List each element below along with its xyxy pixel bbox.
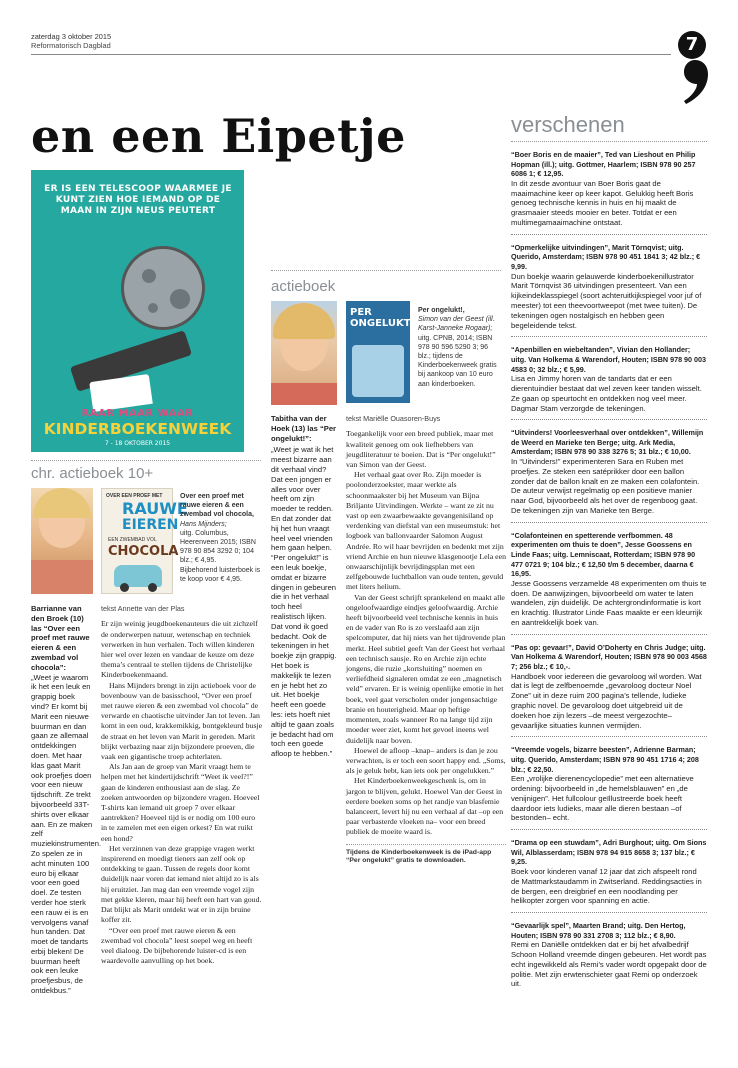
chr-reviewer-text: „Weet je waarom ik het een leuk en grappig boek vind? Er komt bij Marit een nieuwe buurman en dan gaan ze allemaal ontdekkingen doen. Met haar klas gaat Marit ook proefjes doen voor een nieuw tijdschrift. Ze trekt bijvoorbeeld 33T-shirts over elkaar aan. En ze maken zelf muziekinstrumenten. Zo spelen ze in acht minuten 100 euro bij elkaar voor een goed doel. Ze testen verder hoe sterk een rauw ei is en vervolgens vanaf hun tanden. Dat moet de tandarts erbij bleken! De buurman heeft ook een leuke proefjesbus, de ontdekbus.” — [31, 672, 102, 996]
verschenen-separator — [511, 634, 707, 635]
verschenen-entry — [511, 243, 707, 338]
verschenen-entry — [511, 150, 707, 235]
balloon-illustration — [352, 345, 404, 397]
verschenen-list — [511, 150, 707, 1060]
reviewer-photo-barrianne — [31, 488, 93, 594]
masthead — [31, 32, 111, 51]
poster-dates: 7 - 18 OKTOBER 2015 — [104, 440, 171, 447]
comma-logo-icon — [682, 60, 708, 104]
actie-article-p4: Hoewel de afloop –knap– anders is dan je zou verwachten, is er toch een soort happy end. „Soms, als je geluk hebt, kan iets ook per ongelukken.” — [346, 745, 506, 776]
book-cover-rauwe-eieren: OVER EEN PROEF MET RAUWE EIEREN EEN ZWEMBAD VOL CHOCOLA — [101, 488, 173, 594]
verschenen-entry — [511, 643, 707, 738]
poster-speech-bubble: ER IS EEN TELESCOOP WAARMEE JE KUNT ZIEN HOE IEMAND OP DE MAAN IN ZIJN NEUS PEUTERT — [44, 184, 232, 216]
issue-date: zaterdag 3 oktober 2015 — [31, 32, 112, 41]
verschenen-entry — [511, 838, 707, 913]
verschenen-entry-text: In dit zesde avontuur van Boer Boris gaat de maaimachine keer op keer kapot. Gelukkig heeft Boris genoeg technische kennis in huis en hij maakt de grasmaaier steeds mooier en beter. Totdat er een multimegamaaimachine ontstaat. — [511, 178, 694, 227]
verschenen-entry-head: “Opmerkelijke uitvindingen”, Marit Törnqvist; uitg. Querido, Amsterdam; ISBN 978 90 451 1841 3; 42 blz.; € 9,99. — [511, 242, 701, 271]
verschenen-entry-head: “Pas op: gevaar!”, David O’Doherty en Chris Judge; uitg. Van Holkema & Warendorf, Houten; ISBN 978 90 003 4568 7; 256 blz.; € 10,-. — [511, 642, 707, 671]
chr-byline: tekst Annette van der Plas — [101, 604, 185, 613]
verschenen-entry-head: “Gevaarlijk spel”, Maarten Brand; uitg. Den Hertog, Houten; ISBN 978 90 331 2708 3; 112 blz.; € 8,90. — [511, 921, 686, 940]
poster-title: KINDERBOEKENWEEK — [43, 420, 232, 438]
chr-kicker: chr. actieboek 10+ — [31, 465, 154, 482]
verschenen-entry-text: Jesse Goossens verzamelde 48 experimenten om thuis te doen. De aanwijzingen, bijvoorbeeld om water te laten wandelen, zijn duidelijk. De achtergrondinformatie is kort en krachtig. Illustrator Linde Faas maakte er een kleurrijk en aantrekkelijk boek van. — [511, 578, 707, 628]
verschenen-separator — [511, 234, 707, 235]
verschenen-entry-text: Remi en Daniëlle ontdekken dat er bij het afvalbedrijf Schoon Holland vreemde dingen gebeuren. Het wordt pas echt ingewikkeld als Remi’s vader wordt opgepakt door de politie. Met zijn erwtenschieter gaat Remi op onderzoek uit. — [511, 940, 707, 989]
actie-book-info: Per ongelukt!, Simon van der Geest (ill. Karst-Janneke Rogaar); uitg. CPNB, 2014; ISBN 978 90 596 5290 3; 96 blz.; tijdens de Kinderboekenweek gratis bij aankoop van 10 euro aan kinderboeken. — [418, 307, 497, 388]
paper-name: Reformatorisch Dagblad — [31, 41, 111, 51]
chr-reviewer-column — [31, 604, 102, 996]
poster-tagline: RAAR MAAR WAAR — [81, 408, 194, 419]
verschenen-entry-head: “Uitvinders! Voorleesverhaal over ontdekken”, Willemijn de Weerd en Marieke ten Berge; uitg. Ark Media, Amsterdam; ISBN 978 90 338 3276 5; 31 blz.; € 10,00. — [511, 428, 704, 457]
verschenen-entry — [511, 531, 707, 635]
actie-article-column — [346, 414, 506, 866]
verschenen-entry-head: “Drama op een stuwdam”, Adri Burghout; uitg. Om Sions Wil, Alblasserdam; ISBN 978 94 915 8658 3; 137 blz.; € 9,25. — [511, 838, 707, 867]
chr-article-p4: Het verzinnen van deze grappige vragen werkt inspirerend en moedigt tieners aan zelf ook op ontdekking te gaan. Tussen de regels door komt duidelijk naar voren dat iemand niet altijd zo is als hij eruitziet. Jan mag dan een vreemde vogel zijn met gekke kleren, maar hij heeft een hart van goud. Dat blijkt als Marit ontdekt wat er in zijn bruine koffer zit. — [101, 843, 262, 925]
masthead-rule — [31, 54, 671, 55]
verschenen-entry-text: Lisa en Jimmy horen van de tandarts dat er een dierentuindier bestaat dat wel zeven keer tanden wisselt. Ze gaan op speurtocht en ontdekken nog veel meer. Dagmar Stam verzorgde de tekeningen. — [511, 374, 702, 413]
actie-article-p2: Het verhaal gaat over Ro. Zijn moeder is poolonderzoekster, maar werkte als schoonmaakster bij het Museum van Bijna Briljante Uitvindingen. Werkte – want ze zit nu vast op een zwaarbewaakte gevangenisiland op verdenking van diefstal van een museumstuk: het logboek van ballonvaarder Salomon August Andrée. Ro wil haar bevrijden en bedenkt met zijn vriend Archie en hun nieuwe klasgenootje Lela een onwaarschijnlijk bevrijdingsplan met een zelfgebouwde luchtballon van oude tenten, gevuld met liters helium. — [346, 470, 506, 592]
chr-article-p5: “Over een proef met rauwe eieren & een zwembad vol chocola” leest soepel weg en heeft veel dialoog. De bijbehorende luister-cd is een waardevolle aanvulling op het boek. — [101, 925, 253, 966]
verschenen-entry — [511, 921, 707, 989]
verschenen-entry-text: Dun boekje waarin gelauwerde kinderboekenillustrator Marit Törnqvist 36 uitvindingen presenteert. Van een kijkeindeklasspiegel (soort achteruitkijkspiegel voor juf of meester) tot een theevoortweepot (met twee tuiten). De tekeningen ogen nostalgisch en hebben geen begeleidende tekst. — [511, 271, 702, 330]
actie-article-p1: Toegankelijk voor een breed publiek, maar met kwaliteit genoeg om ook liefhebbers van jeugdliteratuur te boeien. Dat is “Per ongelukt!” van Simon van der Geest. — [346, 429, 496, 470]
actie-reviewer-text: „Weet je wat ik het meest bizarre aan dit verhaal vind? Dat een jongen er alles voor over heeft om zijn moeder te redden. En dat zonder dat hij het hun vraagt heel veel vrienden hem gaan helpen. “Per ongelukt!” is een leuk boekje, omdat er bizarre dingen in gebeuren die in het verhaal toch heel realistisch lijken. Dat vond ik goed bedacht. Ook de tekeningen in het boekje zijn grappig. Het boek is makkelijk te lezen en je hebt het zo uit. Het boekje heeft een goede les: iets hoeft niet altijd te gaan zoals je bedacht had om toch een goede afloop te hebben.” — [271, 445, 337, 759]
actie-reviewer-name: Tabitha van der Hoek (13) las “Per ongelukt!”: — [271, 414, 336, 443]
actie-article-p3: Van der Geest schrijft sprankelend en maakt alle ongeloofwaardige eindjes geloofwaardig. Archie heeft bijvoorbeeld veel technische kennis in huis en de vader van Ro is zo verslaafd aan zijn spelcomputer, dat hij niets van het tijdrovende plan merkt. Heel subtiel geeft Van der Geest het verhaal een technisch sausje. Ro en Archie zijn echte jongens, die ruzie „kortsluiting” noemen en verliefdheid signaleren omdat ze een „magnetisch veld” ervaren. Er is weinig openlijke emotie in het boek, veel gaat verscholen onder jongensachtige branie en houterigheid. Maar op heftige momenten, zoals wanneer Ro na lange tijd zijn moeder weer ziet, komt het gevoel ineens wel duidelijk naar boven. — [346, 592, 506, 745]
reviewer-photo-tabitha — [271, 301, 337, 405]
verschenen-entry-head: “Vreemde vogels, bizarre beesten”, Adrienne Barman; uitg. Querido, Amsterdam; ISBN 978 90 451 1716 4; 208 blz.; € 22,50. — [511, 745, 699, 774]
verschenen-separator — [511, 336, 707, 337]
verschenen-entry-head: “Apenbillen en wiebeltanden”, Vivian den Hollander; uitg. Van Holkema & Warendorf, Houten; ISBN 978 90 003 4583 0; 32 blz.; € 5,99. — [511, 345, 707, 374]
verschenen-separator — [511, 912, 707, 913]
verschenen-entry-head: “Boer Boris en de maaier”, Ted van Lieshout en Philip Hopman (ill.); uitg. Gottmer, Haarlem; ISBN 978 90 257 6086 1; € 12,95. — [511, 150, 696, 179]
actie-footnote: Tijdens de Kinderboekenweek is de iPad-app “Per ongelukt” gratis te downloaden. — [346, 848, 492, 865]
kinderboekenweek-poster — [31, 170, 244, 452]
actie-byline: tekst Mariëlle Ouasoren-Buys — [346, 414, 441, 423]
chr-article-p2: Hans Mijnders brengt in zijn actieboek voor de bovenbouw van de basisschool, “Over een proef met rauwe eieren & een zwembad vol chocola” de verwarde en chaotische uitvinder Jan tot leven. Jan komt in een oud, krakkemikkig, bontgekleurd busje de straat en het leven van Marit in gereden. Marit blijkt verbazing naar zijn bijzondere proeven, die vaak een gigantische troep achterlaten. — [101, 680, 263, 762]
chr-book-info: Over een proef met rauwe eieren & een zwembad vol chocola, Hans Mijnders; uitg. Columbus, Heerenveen 2015; ISBN 978 90 854 3292 0; 104 blz.; € 4,95. Bijbehorend luisterboek is te koop voor € 4,95. — [180, 493, 261, 583]
verschenen-entry-text: In “Uitvinders!” experimenteren Sara en Ruben met proefjes. Ze steken een satéprikker door een ballon zonder dat de ballon knalt en ze maken een colafontein. De auteur verwijst regelmatig op een positieve manier naar God, bijvoorbeeld als het over de regenboog gaat. De tekeningen zijn van Marieke ten Berge. — [511, 457, 700, 516]
verschenen-entry-text: Handboek voor iedereen die gevaroloog wil worden. Wat dat is legt de zelfbenoemde „gevaroloog docteur Noel Zone” uit in deze ruim 200 pagina’s tellende, ludieke graphic novel. De gevaroloog doet uitgebreid uit de doeken hoe zijn lezers –de meest vergezochte– gevaarlijke situaties kunnen vermijden. — [511, 671, 702, 730]
verschenen-kicker: verschenen — [511, 112, 625, 137]
page-number-badge: 7 — [678, 31, 706, 59]
chr-reviewer-name: Barrianne van den Broek (10) las “Over een proef met rauwe eieren & een zwembad vol chocola”: — [31, 604, 90, 672]
actie-reviewer-column — [271, 414, 337, 759]
verschenen-separator — [511, 419, 707, 420]
verschenen-entry — [511, 745, 707, 830]
moon-illustration — [121, 246, 205, 330]
verschenen-rule — [511, 141, 707, 142]
actie-kicker: actieboek — [271, 278, 336, 295]
verschenen-separator — [511, 522, 707, 523]
chr-article-column — [101, 604, 263, 966]
chr-section-rule — [31, 460, 261, 461]
chr-article-p1: Er zijn weinig jeugdboekenauteurs die uit zichzelf de onderwerpen natuur, wetenschap en techniek verwerken in hun verhalen. Toch willen kinderen hier wel over lezen en vandaar de keuze om deze thema’s centraal te stellen tijdens de Christelijke Kinderboekenmaand. — [101, 619, 258, 680]
verschenen-entry-text: Een „vrolijke dierenencyclopedie” met een alternatieve ordening: bijvoorbeeld in „de hemelsblauwen” en „de venijnigen”. Het fullcolour geïllustreerde boek heeft daardoor iets ludieks, maar alle dieren bestaan –of bestonden– echt. — [511, 774, 694, 823]
verschenen-separator — [511, 736, 707, 737]
verschenen-entry-head: “Colafonteinen en spetterende verfbommen. 48 experimenten om thuis te doen”, Jesse Goossens en Linde Faas; uitg. Lemniscaat, Rotterdam; ISBN 978 90 477 0721 9; 104 blz.; € 12,50 t/m 5 december, daarna € 16,95. — [511, 530, 696, 579]
actie-section-rule — [271, 270, 501, 271]
verschenen-separator — [511, 829, 707, 830]
actie-article-p5: Het Kinderboekenweekgeschenk is, om in jargon te blijven, gelukt. Hoewel Van der Geest in eerdere boeken soms op het randje van blasfemie balanceert, levert hij nu een verhaal af dat –op een paar verbasterde vloeken na– voor een breed publiek de moeite waard is. — [346, 776, 504, 837]
verschenen-entry-text: Boek voor kinderen vanaf 12 jaar dat zich afspeelt rond de Mattmarkstaudamm in Zwitserland. Reddingsacties in de bergen, een dreigbrief en een noodlanding per helikopter zorgen voor spanning en actie. — [511, 866, 702, 906]
headline: en een Eipetje — [31, 109, 406, 163]
book-cover-per-ongelukt: PER ONGELUKT! — [346, 301, 410, 403]
verschenen-entry — [511, 345, 707, 420]
chr-article-p3: Als Jan aan de groep van Marit vraagt hem te helpen met het kindertijdschrift “Weet ik veel?!” gaan de kinderen enthousiast aan de slag. Ze zoeken antwoorden op bijzondere vragen. Hoeveel T-shirts kan iemand uit groep 7 over elkaar aantrekken? Hoeveel tijd is er nodig om 100 euro in te zamelen met een eigen orkest? En wat ruikt een hond? — [101, 762, 260, 843]
verschenen-entry — [511, 428, 707, 523]
